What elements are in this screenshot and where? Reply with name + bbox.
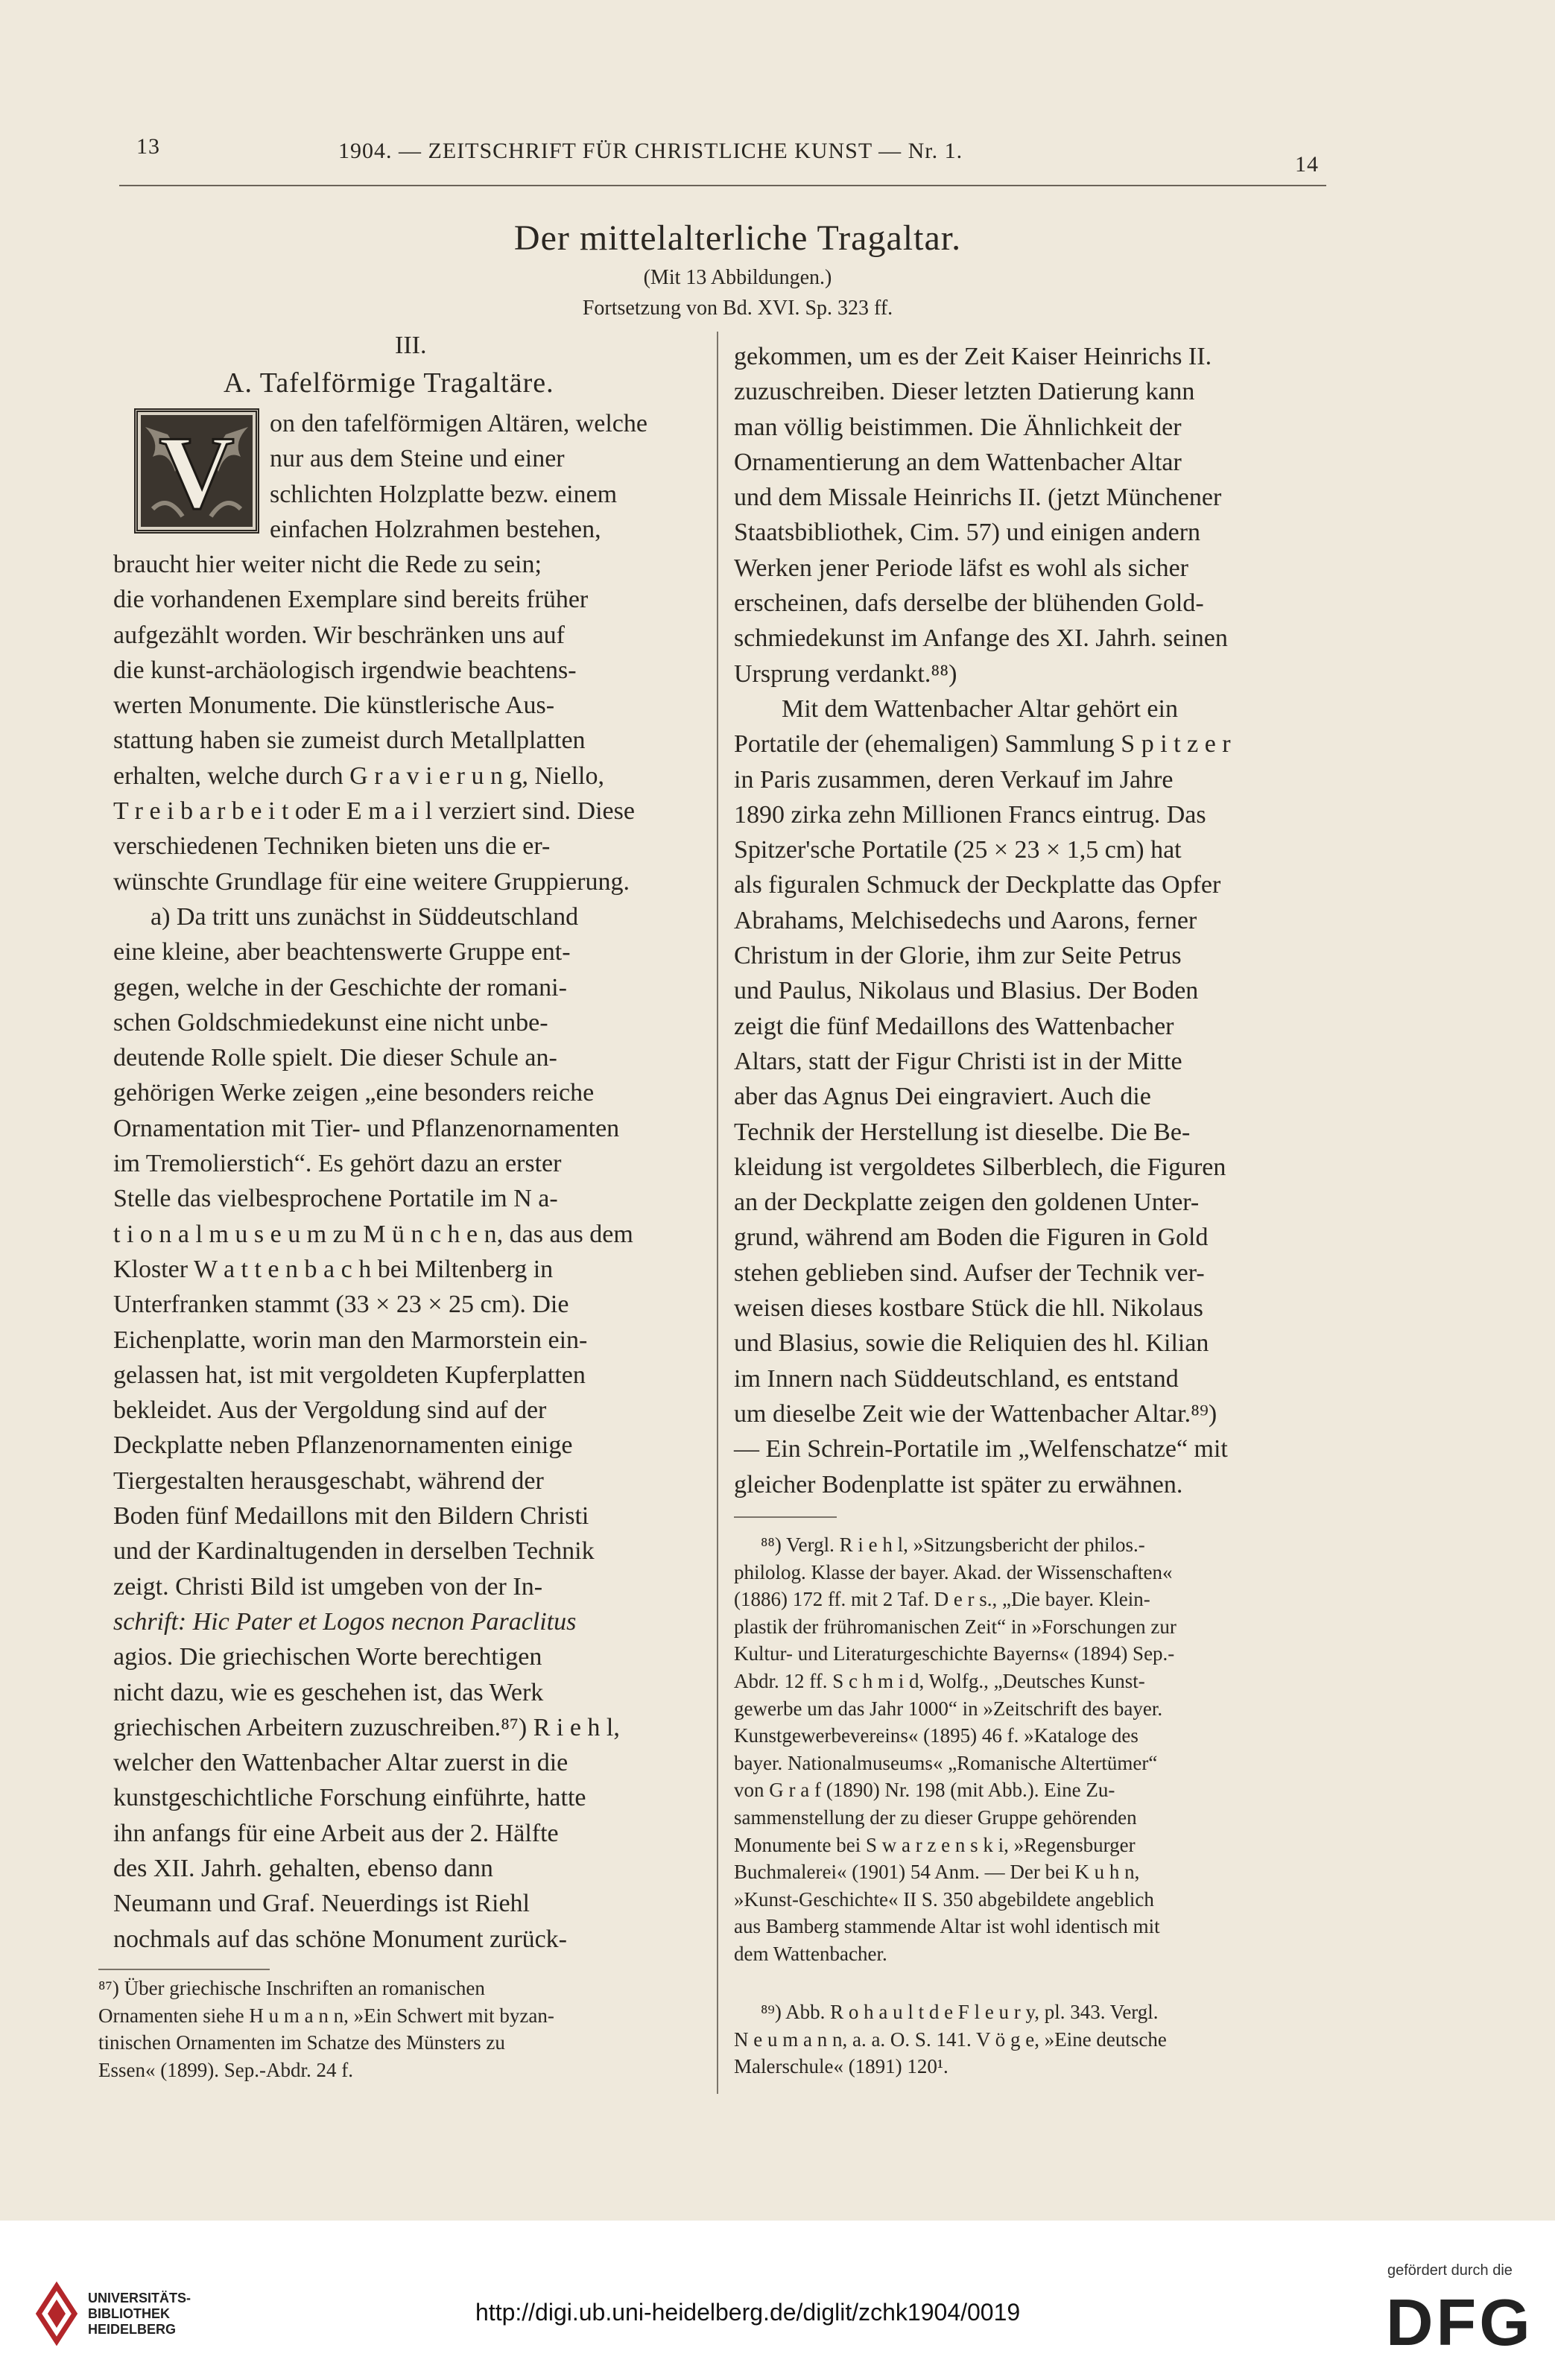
footnote-line: von G r a f (1890) Nr. 198 (mit Abb.). Eine Zu- — [734, 1779, 1115, 1802]
text-line: Werken jener Periode läfst es wohl als sicher — [734, 554, 1188, 582]
text-line: wünschte Grundlage für eine weitere Gruppierung. — [113, 867, 630, 896]
initial-letter: V — [159, 415, 235, 530]
article-title: Der mittelalterliche Tragaltar. — [513, 218, 962, 258]
text-line: und der Kardinaltugenden in derselben Technik — [113, 1537, 595, 1566]
footnote-line: (1886) 172 ff. mit 2 Taf. D e r s., „Die bayer. Klein- — [734, 1588, 1150, 1611]
text-line: in Paris zusammen, deren Verkauf im Jahre — [734, 765, 1174, 794]
running-title: 1904. — ZEITSCHRIFT FÜR CHRISTLICHE KUNST — Nr. 1. — [338, 139, 963, 163]
footnote-line: plastik der frühromanischen Zeit“ in »Forschungen zur — [734, 1615, 1176, 1638]
library-name: UNIVERSITÄTS- BIBLIOTHEK HEIDELBERG — [88, 2291, 191, 2337]
text-line: Staatsbibliothek, Cim. 57) und einigen andern — [734, 519, 1201, 547]
text-line: die kunst-archäologisch irgendwie beachtens- — [113, 656, 577, 684]
text-line: im Innern nach Süddeutschland, es entstand — [734, 1364, 1179, 1393]
text-line: nicht dazu, wie es geschehen ist, das Werk — [113, 1678, 544, 1706]
text-line: griechischen Arbeitern zuzuschreiben.⁸⁷) R i e h l, — [113, 1713, 620, 1741]
text-line: aufgezählt worden. Wir beschränken uns auf — [113, 621, 565, 649]
footnote-88 — [734, 1531, 1300, 1968]
text-line: Kloster W a t t e n b a c h bei Miltenberg in — [113, 1255, 554, 1283]
text-line: schlichten Holzplatte bezw. einem — [270, 480, 618, 508]
text-line: und Blasius, sowie die Reliquien des hl. Kilian — [734, 1329, 1209, 1358]
text-line: Ursprung verdankt.⁸⁸) — [734, 659, 957, 688]
footnote-89 — [734, 1998, 1300, 2080]
library-logo-icon — [33, 2280, 80, 2347]
text-line: T r e i b a r b e i t oder E m a i l verziert sind. Diese — [113, 797, 635, 826]
continuation-note: Fortsetzung von Bd. XVI. Sp. 323 ff. — [582, 297, 893, 320]
right-page-number: 14 — [1295, 152, 1319, 177]
left-page-number: 13 — [136, 134, 160, 159]
permalink-url[interactable]: http://digi.ub.uni-heidelberg.de/diglit/zchk1904/0019 — [475, 2299, 1021, 2326]
text-line: Deckplatte neben Pflanzenornamenten einige — [113, 1431, 573, 1460]
text-line: Tiergestalten herausgeschabt, während der — [113, 1466, 544, 1495]
footnote-separator-left — [98, 1969, 270, 1970]
text-line: Abrahams, Melchisedechs und Aarons, ferner — [734, 906, 1197, 934]
footnote-line: Buchmalerei« (1901) 54 Anm. — Der bei K u h n, — [734, 1861, 1140, 1884]
text-line: stehen geblieben sind. Aufser der Technik ver- — [734, 1259, 1205, 1287]
text-line: nur aus dem Steine und einer — [270, 445, 565, 473]
text-line: gegen, welche in der Geschichte der romani- — [113, 973, 567, 1001]
text-line: Ornamentation mit Tier- und Pflanzenornamenten — [113, 1114, 620, 1142]
text-line: schen Goldschmiedekunst eine nicht unbe- — [113, 1008, 548, 1036]
text-line: und Paulus, Nikolaus und Blasius. Der Boden — [734, 977, 1199, 1005]
section-number: III. — [395, 332, 427, 359]
text-line: schrift: Hic Pater et Logos necnon Paraclitus — [113, 1607, 577, 1636]
footnote-line: dem Wattenbacher. — [734, 1942, 887, 1965]
text-line: schmiedekunst im Anfange des XI. Jahrh. seinen — [734, 624, 1228, 653]
column-divider — [717, 332, 718, 2094]
text-line: on den tafelförmigen Altären, welche — [270, 410, 647, 437]
text-line: als figuralen Schmuck der Deckplatte das Opfer — [734, 871, 1221, 899]
footnote-line: Malerschule« (1891) 120¹. — [734, 2055, 948, 2078]
text-line: stattung haben sie zumeist durch Metallplatten — [113, 727, 586, 755]
footnote-line: aus Bamberg stammende Altar ist wohl identisch mit — [734, 1915, 1160, 1938]
footnote-line: ⁸⁷) Über griechische Inschriften an romanischen — [98, 1977, 485, 1999]
text-line: kunstgeschichtliche Forschung einführte, hatte — [113, 1784, 586, 1812]
text-line: zuzuschreiben. Dieser letzten Datierung kann — [734, 378, 1195, 406]
text-line: des XII. Jahrh. gehalten, ebenso dann — [113, 1854, 493, 1882]
text-line: werten Monumente. Die künstlerische Aus- — [113, 691, 555, 720]
initial-ornament-icon — [138, 412, 256, 530]
dfg-logo: DFG — [1386, 2285, 1533, 2359]
text-line: — Ein Schrein-Portatile im „Welfenschatze“ mit — [734, 1435, 1228, 1463]
text-line: Altars, statt der Figur Christi ist in der Mitte — [734, 1047, 1182, 1075]
text-line: aber das Agnus Dei eingraviert. Auch die — [734, 1083, 1151, 1111]
text-line: kleidung ist vergoldetes Silberblech, die Figuren — [734, 1153, 1226, 1181]
left-column-initial-lines — [270, 406, 694, 547]
text-line: gleicher Bodenplatte ist später zu erwähnen. — [734, 1470, 1183, 1498]
footnote-line: Kultur- und Literaturgeschichte Bayerns« (1894) Sep.- — [734, 1642, 1175, 1665]
text-line: gekommen, um es der Zeit Kaiser Heinrichs II. — [734, 343, 1212, 370]
footnote-line: Abdr. 12 ff. S c h m i d, Wolfg., „Deutsches Kunst- — [734, 1669, 1145, 1692]
article-subtitle: (Mit 13 Abbildungen.) — [643, 266, 832, 289]
funding-note: gefördert durch die — [1387, 2262, 1513, 2279]
text-line: agios. Die griechischen Worte berechtigen — [113, 1643, 542, 1671]
footnote-line: ⁸⁸) Vergl. R i e h l, »Sitzungsbericht der philos.- — [761, 1534, 1145, 1556]
footnote-separator-right — [734, 1516, 837, 1518]
text-line: Eichenplatte, worin man den Marmorstein ein- — [113, 1326, 588, 1354]
text-line: um dieselbe Zeit wie der Wattenbacher Altar.⁸⁹) — [734, 1399, 1217, 1428]
text-line: Portatile der (ehemaligen) Sammlung S p i t z e r — [734, 730, 1231, 759]
text-line: Christum in der Glorie, ihm zur Seite Petrus — [734, 942, 1182, 970]
footnote-line: Kunstgewerbevereins« (1895) 46 f. »Kataloge des — [734, 1724, 1138, 1747]
text-line: Ornamentierung an dem Wattenbacher Altar — [734, 448, 1182, 476]
right-column-body — [734, 339, 1320, 1502]
text-line: deutende Rolle spielt. Die dieser Schule an- — [113, 1044, 557, 1072]
text-line: Unterfranken stammt (33 × 23 × 25 cm). Die — [113, 1291, 569, 1319]
text-line: verschiedenen Techniken bieten uns die er- — [113, 832, 551, 861]
text-line: eine kleine, aber beachtenswerte Gruppe ent- — [113, 938, 571, 966]
footnote-line: Essen« (1899). Sep.-Abdr. 24 f. — [98, 2058, 353, 2081]
digitization-footer — [0, 2221, 1555, 2380]
text-line: bekleidet. Aus der Vergoldung sind auf der — [113, 1396, 547, 1425]
footnote-line: sammenstellung der zu dieser Gruppe gehörenden — [734, 1805, 1137, 1829]
text-line: nochmals auf das schöne Monument zurück- — [113, 1925, 567, 1953]
footnote-line: bayer. Nationalmuseums« „Romanische Altertümer“ — [734, 1751, 1158, 1774]
footnote-line: Monumente bei S w a r z e n s k i, »Regensburger — [734, 1833, 1136, 1856]
text-line: Spitzer'sche Portatile (25 × 23 × 1,5 cm) hat — [734, 836, 1182, 864]
text-line: erhalten, welche durch G r a v i e r u n g, Niello, — [113, 762, 604, 790]
footnote-87 — [98, 1975, 680, 2083]
header-rule — [119, 185, 1326, 186]
text-line: welcher den Wattenbacher Altar zuerst in die — [113, 1749, 569, 1777]
left-column-body — [113, 547, 694, 1957]
text-line: Stelle das vielbesprochene Portatile im N a- — [113, 1185, 558, 1213]
decorated-initial — [134, 408, 259, 534]
text-line: a) Da tritt uns zunächst in Süddeutschland — [151, 902, 579, 931]
text-line: zeigt. Christi Bild ist umgeben von der In- — [113, 1572, 543, 1601]
text-line: erscheinen, dafs derselbe der blühenden Gold- — [734, 589, 1204, 618]
footnote-line: gewerbe um das Jahr 1000“ in »Zeitschrift des bayer. — [734, 1697, 1163, 1720]
text-line: und dem Missale Heinrichs II. (jetzt Münchener — [734, 484, 1222, 512]
text-line: gehörigen Werke zeigen „eine besonders reiche — [113, 1079, 595, 1107]
text-line: ihn anfangs für eine Arbeit aus der 2. Hälfte — [113, 1819, 559, 1847]
text-line: 1890 zirka zehn Millionen Francs eintrug. Das — [734, 800, 1206, 829]
footnote-line: Ornamenten siehe H u m a n n, »Ein Schwert mit byzan- — [98, 2004, 554, 2027]
footnote-line: »Kunst-Geschichte« II S. 350 abgebildete angeblich — [734, 1887, 1154, 1911]
text-line: weisen dieses kostbare Stück die hll. Nikolaus — [734, 1294, 1203, 1323]
text-line: gelassen hat, ist mit vergoldeten Kupferplatten — [113, 1361, 586, 1389]
text-line: zeigt die fünf Medaillons des Wattenbacher — [734, 1012, 1174, 1040]
footnote-line: philolog. Klasse der bayer. Akad. der Wissenschaften« — [734, 1560, 1173, 1583]
text-line: Neumann und Graf. Neuerdings ist Riehl — [113, 1890, 530, 1918]
section-heading: A. Tafelförmige Tragaltäre. — [224, 367, 554, 399]
footnote-line: ⁸⁹) Abb. R o h a u l t d e F l e u r y, pl. 343. Vergl. — [761, 2001, 1159, 2023]
text-line: t i o n a l m u s e u m zu M ü n c h e n, das aus dem — [113, 1220, 633, 1248]
text-line: im Tremolierstich“. Es gehört dazu an erster — [113, 1150, 562, 1178]
text-line: braucht hier weiter nicht die Rede zu sein; — [113, 551, 542, 578]
footnote-line: N e u m a n n, a. a. O. S. 141. V ö g e, »Eine deutsche — [734, 2028, 1167, 2051]
text-line: Boden fünf Medaillons mit den Bildern Christi — [113, 1502, 589, 1531]
text-line: man völlig beistimmen. Die Ähnlichkeit der — [734, 413, 1182, 441]
text-line: die vorhandenen Exemplare sind bereits früher — [113, 586, 589, 614]
text-line: Mit dem Wattenbacher Altar gehört ein — [782, 694, 1178, 723]
footnote-line: tinischen Ornamenten im Schatze des Münsters zu — [98, 2031, 505, 2054]
text-line: grund, während am Boden die Figuren in Gold — [734, 1224, 1209, 1252]
text-line: einfachen Holzrahmen bestehen, — [270, 515, 601, 543]
text-line: an der Deckplatte zeigen den goldenen Unter- — [734, 1189, 1200, 1217]
text-line: Technik der Herstellung ist dieselbe. Die Be- — [734, 1118, 1191, 1146]
